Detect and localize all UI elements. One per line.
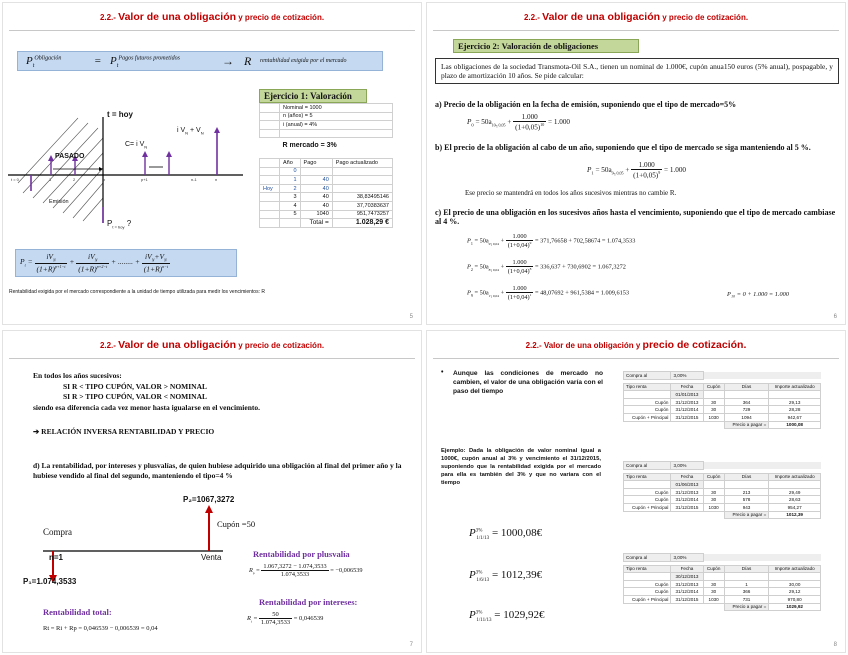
slide-title: 2.2.- Valor de una obligación y precio de cotización. — [523, 11, 749, 23]
question-b: b) El precio de la obligación al cabo de un año, suponiendo que el tipo de mercado se siga manteniendo al 5 %. — [435, 143, 811, 152]
table-row: 3 40 38,83495146 — [260, 193, 393, 202]
sale-label: Venta — [201, 553, 222, 562]
valuation-formula-box — [17, 51, 383, 71]
purchase-label: Compra — [43, 527, 72, 537]
formula-rhs: $P_t^{Pagos futuros prometidos}$ — [110, 55, 180, 70]
exercise-1-title: Ejercicio 1: Valoración — [259, 89, 367, 103]
capital-gain-title: Rentabilidad por plusvalía — [253, 549, 350, 559]
table-row: Cupón 31/12/2013 30 213 29,49 — [624, 488, 821, 496]
slide-8 — [426, 330, 846, 653]
col-header: Año — [280, 158, 301, 167]
total-label: Total = — [300, 219, 332, 228]
question-a: a) Precio de la obligación en la fecha de emisión, suponiendo que el tipo de mercado=5% — [435, 100, 737, 109]
price-result: $P^{3\%}_{1/6/13}$ = 1012,39€ — [469, 569, 543, 584]
tick-label: p+1 — [141, 177, 148, 182]
table-row: Cupón + Principal 31/12/2015 1030 1094 942,67 — [624, 413, 821, 421]
price-formula: $P_t$ = $\frac{iV_N}{(1+R)^{p+1-t}}$ + $\frac{iV_N}{(1+R)^{p+2-t}}$ + ........ + $\frac{iV_N+V_N}{(1+R)^{n-t}}$ — [20, 252, 168, 273]
slide-title — [3, 11, 421, 23]
page-number: 8 — [833, 642, 837, 648]
title-suffix: y precio de cotización. — [236, 13, 325, 22]
hatch-lines — [18, 118, 106, 221]
slide-title: 2.2.- Valor de una obligación y precio de cotización. — [525, 339, 747, 351]
interest-title: Rentabilidad por intereses: — [259, 597, 358, 607]
market-rate: R mercado = 3% — [282, 141, 337, 149]
coupon-label: Cupón =50 — [217, 519, 256, 529]
note-b: Ese precio se mantendrá en todos los años sucesivos mientras no cambie R. — [465, 189, 677, 197]
total-return-title: Rentabilidad total: — [43, 607, 112, 617]
table-row: 5 1040 951,7473257 — [260, 210, 393, 219]
capital-gain-formula: $R_p$ = $\frac{1.067,3272 - 1.074,3533}{1.074,3533}$ = −0,006539 — [249, 563, 363, 578]
exercise-1-table — [259, 103, 393, 228]
footnote: Rentabilidad exigida por el mercado correspondiente a la unidad de tiempo utilizada para medir los vencimientos: R — [9, 289, 265, 295]
tick-label: 2 — [73, 177, 76, 182]
text-line: En todos los años sucesivos: — [33, 371, 122, 380]
tick-label: n — [215, 177, 218, 182]
table-row: Hoy 2 40 — [260, 184, 393, 193]
bond-timeline-diagram — [3, 103, 253, 238]
price-formula-box — [15, 249, 237, 277]
formula-c-final: P₁₀ = 0 + 1.000 = 1.000 — [727, 291, 789, 298]
text-line: siendo esa diferencia cada vez menor hasta igualarse en el vencimiento. — [33, 403, 260, 412]
col-header: Pago — [300, 158, 332, 167]
page-number: 5 — [409, 314, 413, 320]
interest-formula: $R_i$ = $\frac{50}{1.074,3533}$ = 0,046539 — [247, 611, 324, 626]
formula-r: R — [244, 54, 252, 68]
final-payment-label: i $V_N + V_N$ — [177, 127, 204, 136]
tick-label: n-1 — [191, 177, 197, 182]
price-result: $P^{3\%}_{1/1/13}$ = 1000,08€ — [469, 527, 543, 542]
period-label: n=1 — [49, 553, 64, 562]
purchase-price-label: P₁=1.074,3533 — [23, 577, 77, 586]
table-row: Cupón 31/12/2013 30 1 30,00 — [624, 580, 821, 588]
valuation-table: Compra al 3,00% Tipo renta Fecha Cupón Días Importe actualizado 30/12/2013 Cupón 31/12/2013 30 1 30,00 Cupón 31/12/2014 30 366 29,12 Cupón + Principal 31/12/2015 1030 731 970,80 Precio a pagar = 1029,92 — [623, 553, 821, 611]
param-rate: i (anual) = 4% — [280, 121, 393, 130]
total-return-formula: Rt = Ri + Rp = 0,046539 − 0,006539 = 0,04 — [43, 625, 158, 632]
slide-7 — [2, 330, 422, 653]
table-row: 1 40 — [260, 176, 393, 185]
total-value: 1.028,29 € — [332, 219, 392, 228]
price-label: $P_{t = hoy}$ ? — [107, 219, 132, 230]
coupon-label: C= i $V_N$ — [125, 141, 148, 150]
formula-c1: $P_1 = 50a_{9┐0,04}$ + $\frac{1.000}{(1+0,04)^9}$ = 371,76658 + 702,58674 = 1.074,3533 — [467, 233, 636, 250]
valuation-table: Compra al 3,00% Tipo renta Fecha Cupón Días Importe actualizado 01/06/2013 Cupón 31/12/2013 30 213 29,49 Cupón 31/12/2014 30 578 28,63 Cupón + Principal 31/12/2015 1030 943 954,27 Precio a pagar = 1012,39 — [623, 461, 821, 519]
exercise-2-statement: Las obligaciones de la sociedad Transmota-Oil S.A., tienen un nominal de 1.000€, cupón anua150 euros (5% anual), pospagable, y plazo de amortización 10 años. Se pide calcular: — [435, 58, 839, 84]
table-row: Cupón 31/12/2014 30 578 28,63 — [624, 496, 821, 504]
relation-text: ➔ RELACIÓN INVERSA RENTABILIDAD Y PRECIO — [33, 427, 215, 436]
question-c: c) El precio de una obligación en los sucesivos años hasta el vencimiento, suponiendo que el tipo de mercado cambiase al 4 %. — [435, 208, 836, 226]
title-rule — [433, 30, 839, 31]
page-number: 7 — [409, 642, 413, 648]
table-row: 0 — [260, 167, 393, 176]
slide-5 — [2, 2, 422, 325]
bullet-dot: • — [441, 369, 444, 376]
example-text: Ejemplo: Dada la obligación de valor nominal igual a 1000€, cupón anual al 3% y vencimiento el 31/12/2015, suponiendo que la rentabilidad exigida por el mercado para ella es también del 3% y que no variara con el tiempo — [441, 448, 601, 486]
tick-label: 1 — [49, 177, 52, 182]
text-line: SI R > TIPO CUPÓN, VALOR < NOMINAL — [63, 392, 207, 401]
slide-title: 2.2.- Valor de una obligación y precio de cotización. — [99, 339, 325, 351]
title-rule — [433, 358, 839, 359]
valuation-table: Compra al 3,00% Tipo renta Fecha Cupón Días Importe actualizado 01/01/2013 Cupón 31/12/2013 30 364 29,13 Cupón 31/12/2014 30 729 28,28 Cupón + Principal 31/12/2015 1030 1094 942,67 Precio a pagar = 1000,08 — [623, 371, 821, 429]
page-number: 6 — [833, 314, 837, 320]
title-bold: Valor de una obligación — [118, 11, 237, 23]
table-row: Cupón + Principal 31/12/2015 1030 943 954,27 — [624, 503, 821, 511]
sale-price-label: P₂=1067,3272 — [183, 495, 235, 504]
text-line: SI R < TIPO CUPÓN, VALOR > NOMINAL — [63, 382, 207, 391]
col-header: Pago actualizado — [332, 158, 392, 167]
price-result: $P^{3\%}_{1/11/13}$ = 1029,92€ — [469, 609, 545, 624]
title-prefix: 2.2.- — [99, 13, 119, 22]
today-label: t = hoy — [107, 110, 134, 119]
slide-6 — [426, 2, 846, 325]
question-d: d) La rentabilidad, por intereses y plusvalías, de quien hubiese adquirido una obligación al final del primer año y la hubiese vendido al final del segundo, manteniendo el tipo=4 % — [33, 461, 402, 480]
table-row: Cupón 31/12/2013 30 364 29,13 — [624, 398, 821, 406]
title-rule — [9, 358, 415, 359]
formula-b: $P_1 = 50a_{9┐0,05}$ + $\frac{1.000}{(1+0,05)^9}$ = 1.000 — [587, 161, 687, 180]
table-row: Cupón 31/12/2014 30 366 29,12 — [624, 588, 821, 596]
param-nominal: Nominal = 1000 — [280, 104, 393, 113]
table-row: 4 40 37,70383637 — [260, 201, 393, 210]
formula-a: $P_0 = 50a_{10┐0,05}$ + $\frac{1.000}{(1+0,05)^{10}}$ = 1.000 — [467, 113, 571, 132]
arrow-icon: → — [222, 54, 234, 68]
formula-c3: $P_9 = 50a_{1┐0,04}$ + $\frac{1.000}{(1+0,04)^1}$ = 48,07692 + 961,5384 = 1.009,6153 — [467, 285, 630, 302]
formula-lhs: $P_t^{Obligación}$ — [26, 55, 62, 70]
tick-label: p — [103, 177, 106, 182]
formula-eq: = — [94, 55, 102, 67]
tick-label: t = 0 — [11, 177, 19, 182]
bullet-text: Aunque las condiciones de mercado no cambien, el valor de una obligación varía con el paso del tiempo — [453, 370, 603, 395]
table-row: Cupón 31/12/2014 30 729 28,28 — [624, 406, 821, 414]
formula-r-text: rentabilidad exigida por el mercado — [260, 58, 347, 64]
formula-c2: $P_2 = 50a_{8┐0,04}$ + $\frac{1.000}{(1+0,04)^8}$ = 336,637 + 730,6902 = 1.067,3272 — [467, 259, 626, 276]
table-row: Cupón + Principal 31/12/2015 1030 731 970,80 — [624, 595, 821, 603]
cashflow-diagram — [3, 491, 263, 591]
param-years: n (años) = 5 — [280, 112, 393, 121]
past-label: PASADO — [55, 153, 85, 160]
exercise-2-title: Ejercicio 2: Valoración de obligaciones — [453, 39, 639, 53]
title-rule — [9, 30, 415, 31]
emission-label: Emisión — [49, 199, 69, 205]
